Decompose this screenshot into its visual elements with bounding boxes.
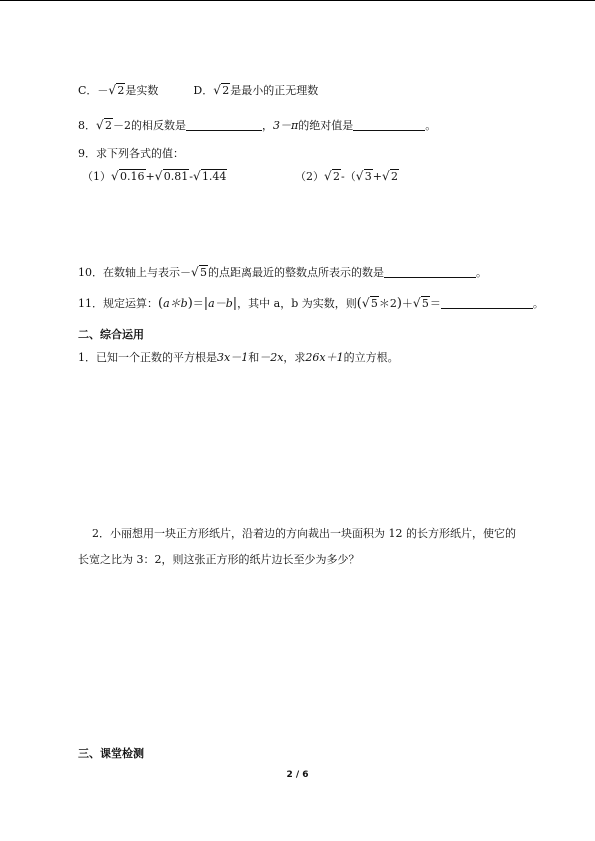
q9-p2-sqrt-2: √ 3 (356, 170, 373, 183)
q9-p2-op: + (372, 170, 382, 183)
option-d-text: 是最小的正无理数 (230, 84, 319, 97)
options-row (78, 82, 318, 98)
q8-end: 。 (425, 119, 437, 132)
q11-text1: 规定运算： (103, 297, 158, 310)
q9-p1-sqrt-3: √ 1.44 (193, 170, 228, 183)
q10-text2: 的点距离最近的整数点所表示的数是 (208, 266, 384, 279)
option-d-sqrt: √ 2 (213, 84, 230, 97)
q9-p2-sqrt-3: √ 2 (382, 170, 399, 183)
section-3-title: 三、课堂检测 (78, 747, 144, 760)
q9-part2-label: （2） (295, 170, 324, 183)
q8-answer-blank-2[interactable] (353, 119, 425, 131)
q8-text2: 的绝对值是 (298, 119, 354, 132)
s2-q1-and: 和 (248, 351, 260, 364)
q9-p1-op1: + (145, 170, 155, 183)
question-9-part-2 (295, 168, 399, 184)
question-11: 11．规定运算：(a＊b)＝|a－b|，其中 a，b 为实数，则(√ 5＊2)＋√ 5＝ 。 (78, 295, 544, 311)
q9-number: 9． (78, 147, 96, 160)
option-d-label: D． (193, 84, 214, 97)
option-c-text: 是实数 (125, 84, 159, 97)
q11-end: 。 (532, 297, 544, 310)
q9-p2-mid: -（ (341, 170, 356, 183)
q11-expr-eq: ＝ (429, 297, 441, 310)
q9-prompt: 求下列各式的值： (96, 147, 184, 160)
q8-expr-tail: －2 (113, 119, 131, 132)
q10-answer-blank[interactable] (384, 266, 476, 278)
section-2-title: 二、综合运用 (78, 328, 144, 341)
s2-q1-text2: ，求 (283, 351, 306, 364)
q11-answer-blank[interactable] (441, 297, 533, 309)
q11-def-eq: ＝ (192, 297, 204, 310)
q9-p2-sqrt-1: √ 2 (324, 170, 341, 183)
q8-expr2: 3－π (273, 119, 299, 132)
q10-number: 10． (78, 266, 103, 279)
q9-part1-label: （1） (82, 170, 111, 183)
q11-number: 11． (78, 297, 103, 310)
q11-def-left: a＊b (163, 297, 188, 310)
question-9-prompt (78, 145, 184, 161)
page-number: 2 / 6 (286, 770, 309, 780)
q9-p1-sqrt-2: √ 0.81 (155, 170, 190, 183)
question-9-part-1 (82, 168, 227, 184)
option-c-sqrt: √ 2 (108, 84, 125, 97)
q11-sqrt-2: √ 5 (413, 297, 430, 310)
q8-number: 8． (78, 119, 96, 132)
section-2-question-2-line-2: 长宽之比为 3：2，则这张正方形的纸片边长至少为多少？ (78, 553, 360, 566)
q8-text1: 的相反数是 (131, 119, 186, 132)
section-2-question-2-line-1: 2．小丽想用一块正方形纸片，沿着边的方向裁出一块面积为 12 的长方形纸片，使它的 (92, 527, 516, 540)
s2-q1-expr2: －2x (259, 351, 284, 364)
q10-text1: 在数轴上与表示－ (103, 266, 191, 279)
top-rule (0, 0, 595, 1)
q10-sqrt: √ 5 (191, 266, 208, 279)
q11-expr-mid: ＊2 (378, 297, 397, 310)
q11-expr-plus: ＋ (401, 297, 413, 310)
q9-p1-op2: - (189, 170, 193, 183)
question-8: 8．√ 2－2的相反数是 ，3－π的绝对值是 。 (78, 117, 436, 133)
section-2-question-1 (78, 349, 399, 365)
s2-q1-expr1: 3x－1 (217, 351, 249, 364)
s2-q1-text1: 1．已知一个正数的平方根是 (78, 351, 217, 364)
option-c-prefix: － (97, 84, 109, 97)
q9-p1-sqrt-1: √ 0.16 (111, 170, 146, 183)
q11-sqrt-1: √ 5 (362, 297, 379, 310)
q8-answer-blank-1[interactable] (186, 119, 262, 131)
s2-q1-text3: 的立方根。 (343, 351, 399, 364)
s2-q1-expr3: 26x＋1 (305, 351, 344, 364)
option-c-label: C． (78, 84, 98, 97)
question-10 (78, 264, 487, 280)
q8-sqrt: √ 2 (96, 119, 113, 132)
q11-def-right: a－b (208, 297, 233, 310)
q11-text2: ，其中 a，b 为实数，则 (237, 297, 357, 310)
q10-end: 。 (476, 266, 487, 279)
